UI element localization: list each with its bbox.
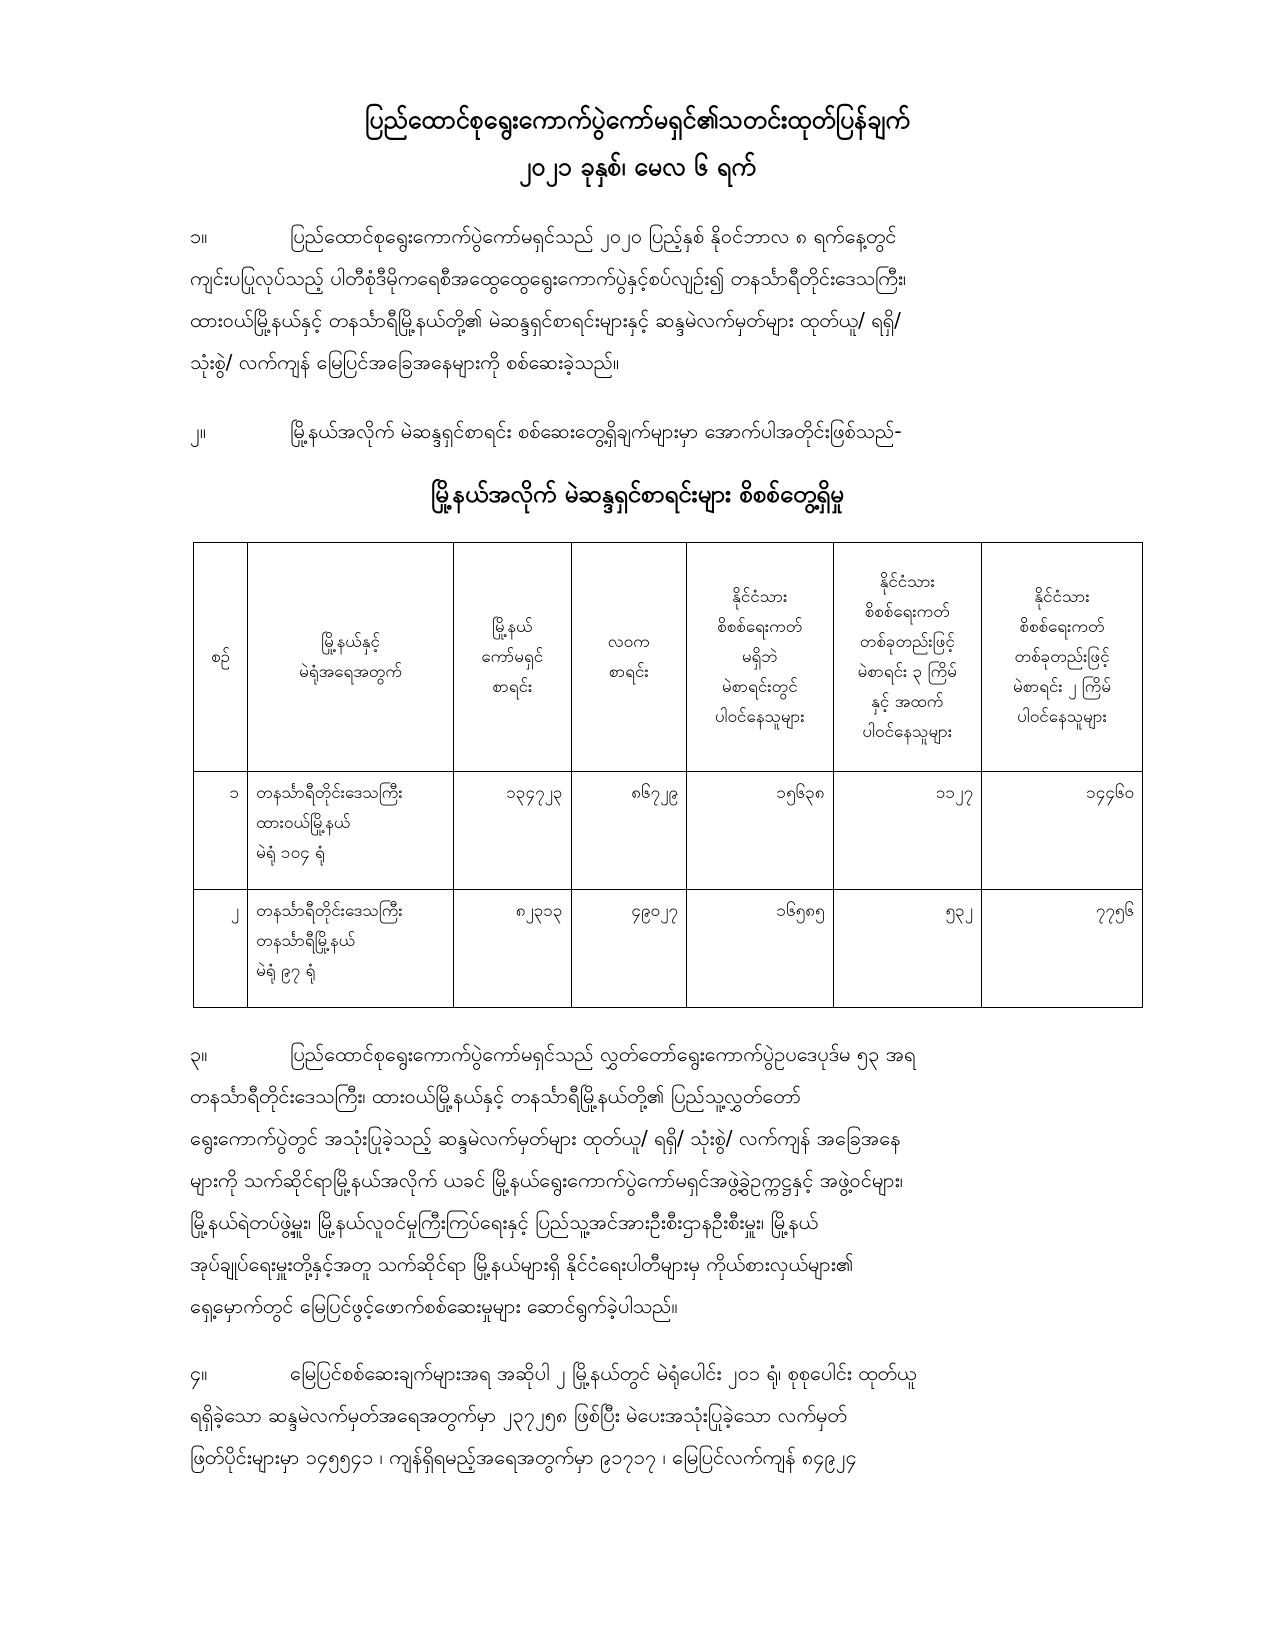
cell-no-card-count: ၁၆၅၈၅ <box>687 890 834 1008</box>
paragraph-3-line-3: ရွေးကောက်ပွဲတွင် အသုံးပြုခဲ့သည့် ဆန္ဒမဲလက်မှတ်များ ထုတ်ယူ/ ရရှိ/ သုံးစွဲ/ လက်ကျန် အခြေအနေ <box>190 1126 901 1150</box>
cell-population-count: ၄၉၀၂၇ <box>571 890 686 1008</box>
header-no-card: နိုင်ငံသား စိစစ်ရေးကတ် မရှိဘဲ မဲစာရင်းတွင် ပါဝင်နေသူများ <box>687 543 834 772</box>
paragraph-1-line-2: ကျင်းပပြုလုပ်သည့် ပါတီစုံဒီမိုကရေစီအထွေထွေရွေးကောက်ပွဲနှင့်စပ်လျဉ်း၍ တနင်္သာရီတိုင်းဒေသကြီး၊ <box>190 266 907 290</box>
table-header-row <box>194 543 1143 772</box>
header-two-times: နိုင်ငံသား စိစစ်ရေးကတ် တစ်ခုတည်းဖြင့် မဲစာရင်း ၂ ကြိမ် ပါဝင်နေသူများ <box>982 543 1143 772</box>
paragraph-1-line-1: ၁။ ပြည်ထောင်စုရွေးကောက်ပွဲကော်မရှင်သည် ၂၀၂၀ ပြည့်နှစ် နိုဝင်ဘာလ ၈ ရက်နေ့တွင် <box>190 215 1150 257</box>
table-row <box>194 890 1143 1008</box>
cell-no-card-count: ၁၅၆၃၈ <box>687 772 834 890</box>
voter-list-table <box>193 542 1143 1008</box>
paragraph-2 <box>190 418 902 448</box>
table-row <box>194 772 1143 890</box>
paragraph-2-number: ၂။ <box>190 419 206 443</box>
paragraph-4-line-2: ရရှိခဲ့သော ဆန္ဒမဲလက်မှတ်အရေအတွက်မှာ ၂၃၇၂၅၈ ဖြစ်ပြီး မဲပေးအသုံးပြုခဲ့သော လက်မှတ် <box>190 1403 847 1427</box>
cell-three-times-count: ၅၃၂ <box>833 890 982 1008</box>
cell-commission-count: ၁၃၄၇၂၃ <box>454 772 571 890</box>
cell-population-count: ၈၆၇၂၉ <box>571 772 686 890</box>
header-township: မြို့နယ်နှင့် မဲရုံအရေအတွက် <box>248 543 454 772</box>
paragraph-3-number: ၃။ <box>190 1042 208 1066</box>
paragraph-3-line-7: ရှေ့မှောက်တွင် မြေပြင်ဖွင့်ဖောက်စစ်ဆေးမှုများ ဆောင်ရွက်ခဲ့ပါသည်။ <box>190 1294 678 1318</box>
cell-three-times-count: ၁၁၂၇ <box>833 772 982 890</box>
paragraph-1 <box>190 215 1150 383</box>
paragraph-2-text: မြို့နယ်အလိုက် မဲဆန္ဒရှင်စာရင်း စစ်ဆေးတွေ့ရှိချက်များမှာ အောက်ပါအတိုင်းဖြစ်သည်- <box>290 419 902 443</box>
cell-serial: ၂ <box>194 890 248 1008</box>
paragraph-4-number: ၄။ <box>190 1361 208 1385</box>
document-date: ၂၀၂၁ ခုနှစ်၊ မေလ ၆ ရက် <box>519 152 756 181</box>
paragraph-3 <box>190 1033 1150 1327</box>
paragraph-4-line-3: ဖြတ်ပိုင်းများမှာ ၁၄၅၅၄၁ ၊ ကျန်ရှိရမည့်အရေအတွက်မှာ ၉၁၇၁၇ ၊ မြေပြင်လက်ကျန် ၈၄၉၂၄ <box>190 1445 857 1469</box>
header-three-times: နိုင်ငံသား စိစစ်ရေးကတ် တစ်ခုတည်းဖြင့် မဲစာရင်း ၃ ကြိမ် နှင့် အထက် ပါဝင်နေသူများ <box>833 543 982 772</box>
paragraph-3-line-6: အုပ်ချုပ်ရေးမှူးတို့နှင့်အတူ သက်ဆိုင်ရာ မြို့နယ်များရှိ နိုင်ငံရေးပါတီများမှ ကိုယ်စားလှယ်များ၏ <box>190 1252 854 1276</box>
paragraph-3-line-4: များကို သက်ဆိုင်ရာမြို့နယ်အလိုက် ယခင် မြို့နယ်ရွေးကောက်ပွဲကော်မရှင်အဖွဲ့ခွဲဥက္ကဋ္ဌနှင့် အဖွဲ့ဝင်များ၊ <box>190 1168 903 1192</box>
paragraph-4-line-1: ၄။ မြေပြင်စစ်ဆေးချက်များအရ အဆိုပါ ၂ မြို့နယ်တွင် မဲရုံပေါင်း ၂၀၁ ရုံ၊ စုစုပေါင်း ထုတ်ယူ <box>190 1352 1150 1394</box>
cell-serial: ၁ <box>194 772 248 890</box>
cell-township: တနင်္သာရီတိုင်းဒေသကြီး ထားဝယ်မြို့နယ် မဲရုံ ၁၀၄ ရုံ <box>248 772 454 890</box>
cell-two-times-count: ၇၇၅၆ <box>982 890 1143 1008</box>
cell-commission-count: ၈၂၃၁၃ <box>454 890 571 1008</box>
header-commission-list: မြို့နယ် ကော်မရှင် စာရင်း <box>454 543 571 772</box>
paragraph-3-line-2: တနင်္သာရီတိုင်းဒေသကြီး၊ ထားဝယ်မြို့နယ်နှင့် တနင်္သာရီမြို့နယ်တို့၏ ပြည်သူ့လွှတ်တော် <box>190 1084 801 1108</box>
header-serial: စဉ် <box>194 543 248 772</box>
document-title: ပြည်ထောင်စုရွေးကောက်ပွဲကော်မရှင်၏သတင်းထုတ်ပြန်ချက် <box>365 105 910 134</box>
paragraph-1-line-3: ထားဝယ်မြို့နယ်နှင့် တနင်္သာရီမြို့နယ်တို့၏ မဲဆန္ဒရှင်စာရင်းများနှင့် ဆန္ဒမဲလက်မှတ်များ ထုတ်ယူ/ ရရှိ/ <box>190 308 901 332</box>
paragraph-3-line-1: ၃။ ပြည်ထောင်စုရွေးကောက်ပွဲကော်မရှင်သည် လွှတ်တော်ရွေးကောက်ပွဲဥပဒေပုဒ်မ ၅၃ အရ <box>190 1033 1150 1075</box>
table-title: မြို့နယ်အလိုက် မဲဆန္ဒရှင်စာရင်းများ စိစစ်တွေ့ရှိမှု <box>431 480 844 508</box>
cell-two-times-count: ၁၄၄၆၀ <box>982 772 1143 890</box>
paragraph-1-number: ၁။ <box>190 224 208 248</box>
cell-township: တနင်္သာရီတိုင်းဒေသကြီး တနင်္သာရီမြို့နယ် မဲရုံ ၉၇ ရုံ <box>248 890 454 1008</box>
paragraph-1-line-4: သုံးစွဲ/ လက်ကျန် မြေပြင်အခြေအနေများကို စစ်ဆေးခဲ့သည်။ <box>190 350 619 374</box>
paragraph-4 <box>190 1352 1150 1478</box>
header-population-list: လဝက စာရင်း <box>571 543 686 772</box>
paragraph-3-line-5: မြို့နယ်ရဲတပ်ဖွဲ့မှူး၊ မြို့နယ်လူဝင်မှုကြီးကြပ်ရေးနှင့် ပြည်သူ့အင်အားဦးစီးဌာနဦးစီးမှူး၊ မြို့နယ် <box>190 1210 819 1234</box>
